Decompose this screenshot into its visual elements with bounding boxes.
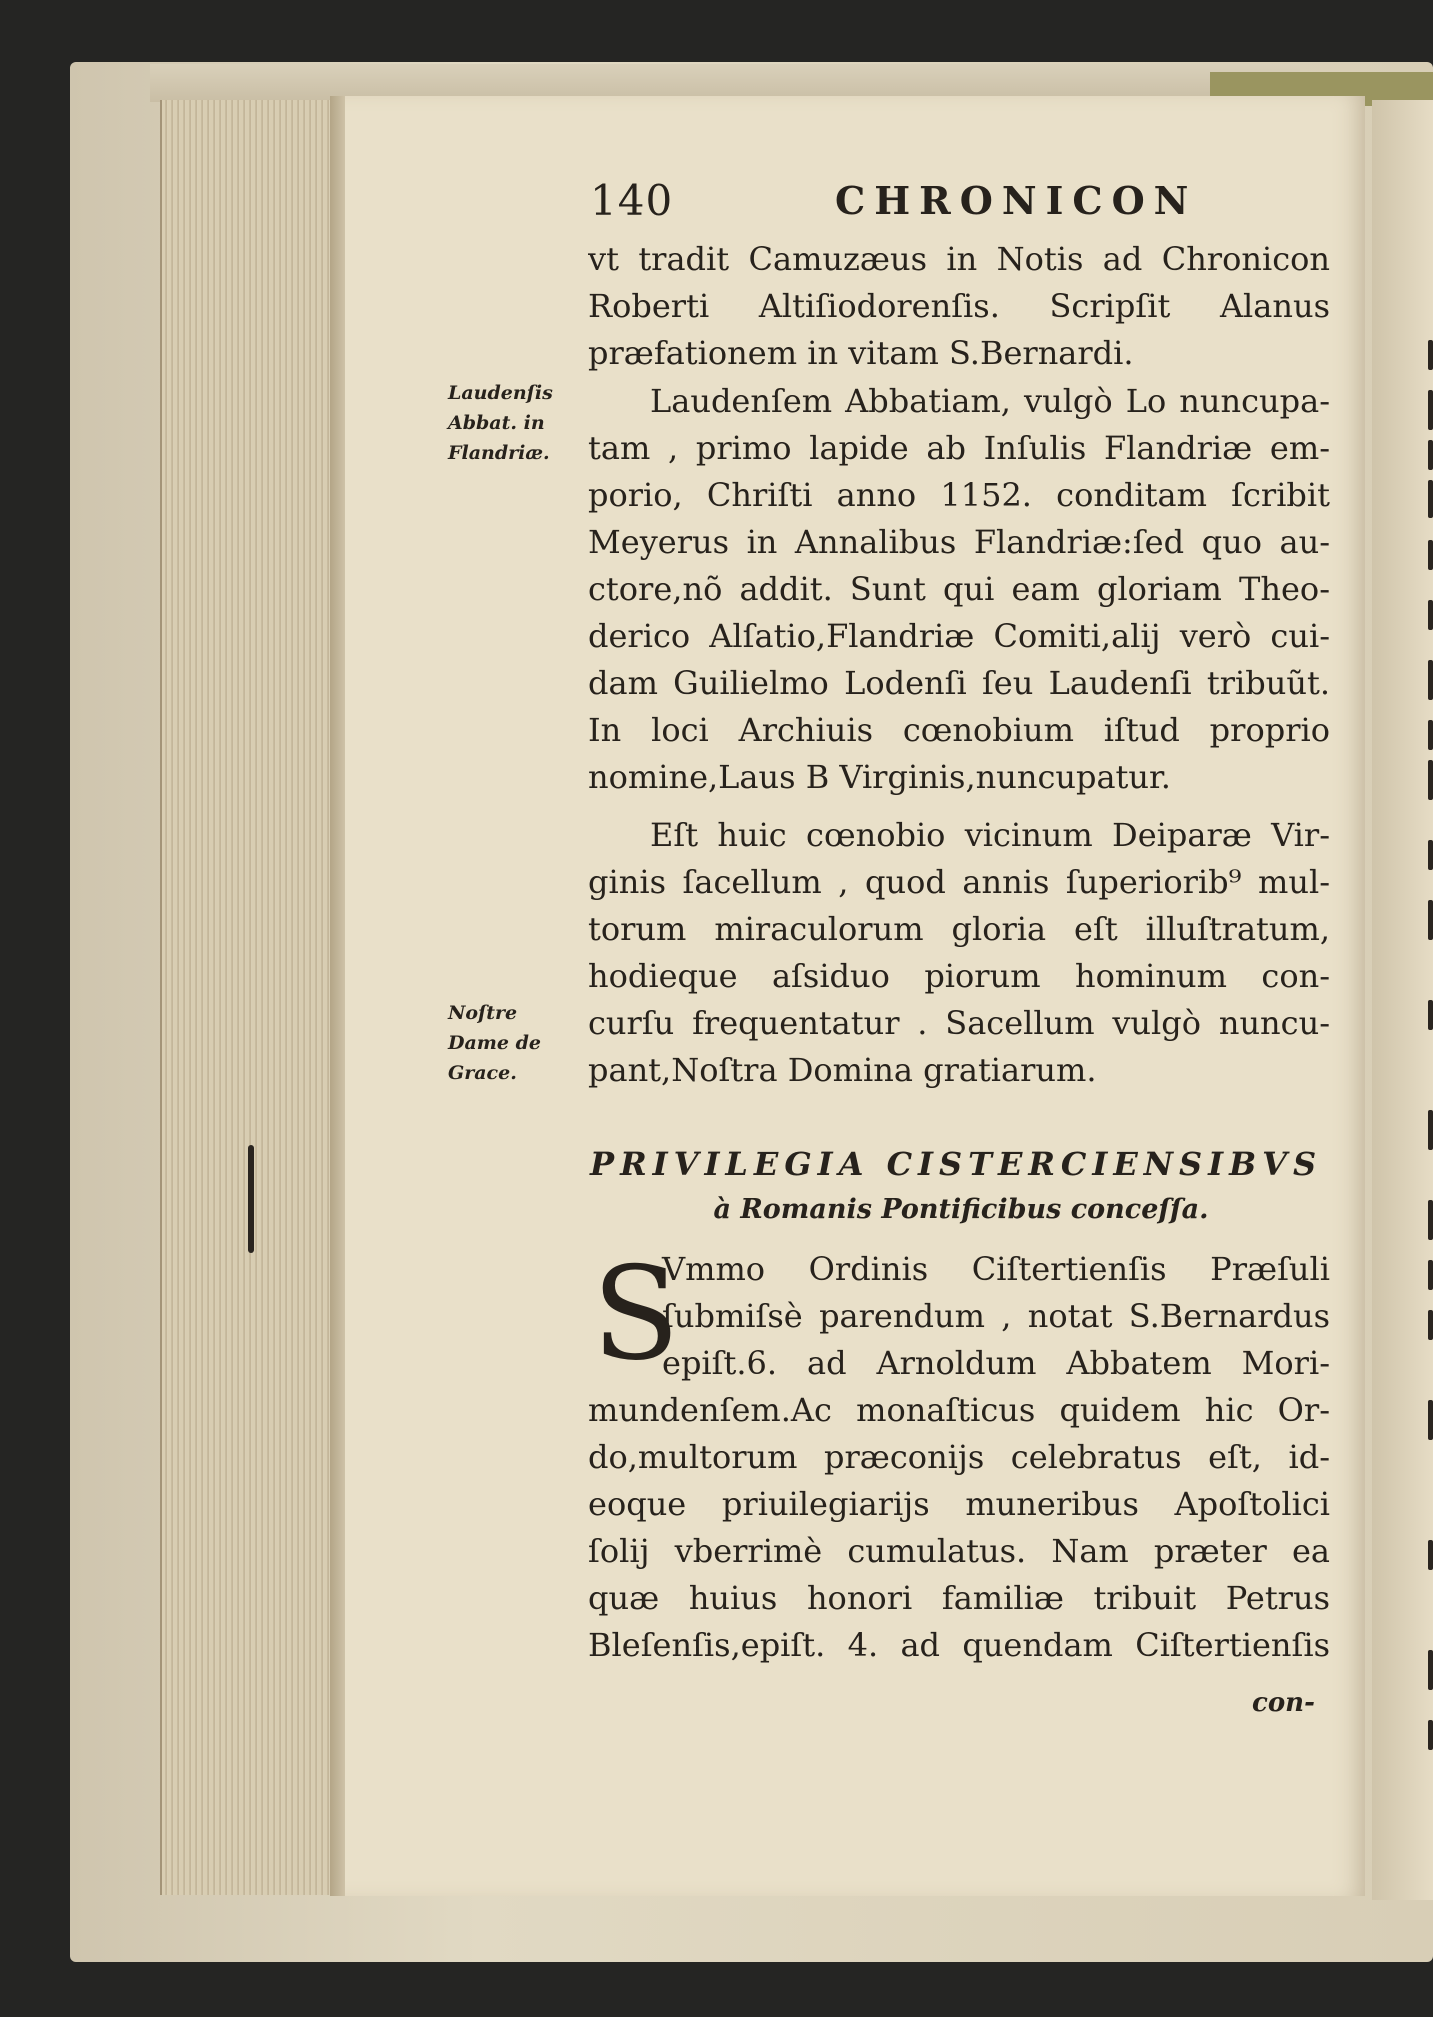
text-line: præfationem in vitam S.Bernardi. — [588, 334, 1134, 372]
page-stack-edge — [160, 100, 352, 1895]
text-line: Vmmo Ordinis Ciſtertienſis Præſuli — [662, 1250, 1330, 1288]
section-subheading: à Romanis Pontificibus conceſſa. — [713, 1194, 1209, 1225]
paragraph-3 — [588, 812, 1330, 1094]
text-line: tam , primo lapide ab Inſulis Flandriæ em- — [588, 429, 1330, 467]
text-line: ſolij vberrimè cumulatus. Nam præter ea — [588, 1532, 1330, 1570]
margin-note-line: Noſtre — [448, 1002, 518, 1024]
text-line: nomine,Laus B Virginis,nuncupatur. — [588, 758, 1171, 796]
text-line: Laudenſem Abbatiam, vulgò Lo nuncupa- — [650, 382, 1330, 420]
text-line: torum miraculorum gloria eſt illuſtratum, — [588, 910, 1330, 948]
paragraph-1 — [588, 236, 1330, 377]
text-line: Eſt huic cœnobio vicinum Deiparæ Vir- — [650, 816, 1330, 854]
text-line: porio, Chriſti anno 1152. conditam ſcribit — [588, 476, 1330, 514]
paragraph-4 — [588, 1240, 1330, 1669]
catchword: con- — [1252, 1688, 1315, 1718]
page-number: 140 — [590, 176, 674, 225]
section-heading: PRIVILEGIA CISTERCIENSIBVS — [590, 1145, 1323, 1183]
margin-note-line: Grace. — [448, 1062, 517, 1084]
drop-capital: S — [592, 1240, 680, 1389]
margin-note-laudensis — [448, 378, 588, 468]
margin-note-line: Laudenſis — [448, 382, 553, 404]
text-line: do,multorum præconijs celebratus eſt, id- — [588, 1438, 1330, 1476]
margin-note-line: Abbat. in — [448, 412, 545, 434]
facing-page-edge — [1372, 100, 1433, 1900]
text-line: ſubmiſsè parendum , notat S.Bernardus — [662, 1297, 1330, 1335]
text-line: curſu frequentatur . Sacellum vulgò nuncu- — [588, 1004, 1330, 1042]
text-line: vt tradit Camuzæus in Notis ad Chronicon — [588, 240, 1330, 278]
text-line: In loci Archiuis cœnobium iſtud proprio — [588, 711, 1330, 749]
running-title: CHRONICON — [835, 178, 1198, 223]
paragraph-2 — [588, 378, 1330, 801]
text-line: quæ huius honori familiæ tribuit Petrus — [588, 1579, 1330, 1617]
margin-note-line: Flandriæ. — [448, 442, 550, 464]
text-line: Bleſenſis,epiſt. 4. ad quendam Ciſtertienſis — [588, 1626, 1330, 1664]
margin-note-nostre-dame — [448, 998, 588, 1088]
text-line: hodieque aſsiduo piorum hominum con- — [588, 957, 1330, 995]
text-line: derico Alſatio,Flandriæ Comiti,alij verò cui- — [588, 617, 1330, 655]
text-line: dam Guilielmo Lodenſi ſeu Laudenſi tribuũt. — [588, 664, 1330, 702]
text-line: mundenſem.Ac monaſticus quidem hic Or- — [588, 1391, 1330, 1429]
text-line: eoque priuilegiarijs muneribus Apoſtolici — [588, 1485, 1330, 1523]
text-line: ctore,nõ addit. Sunt qui eam gloriam Theo- — [588, 570, 1330, 608]
text-line: pant,Noſtra Domina gratiarum. — [588, 1051, 1097, 1089]
margin-note-line: Dame de — [448, 1032, 541, 1054]
text-line: epiſt.6. ad Arnoldum Abbatem Mori- — [662, 1344, 1330, 1382]
page-header — [590, 176, 1198, 226]
text-line: Meyerus in Annalibus Flandriæ:ſed quo au- — [588, 523, 1330, 561]
text-line: Roberti Altiſiodorenſis. Scripſit Alanus — [588, 287, 1330, 325]
spine-mark — [248, 1145, 254, 1253]
text-line: ginis ſacellum , quod annis ſuperiorib⁹ mul- — [588, 863, 1330, 901]
